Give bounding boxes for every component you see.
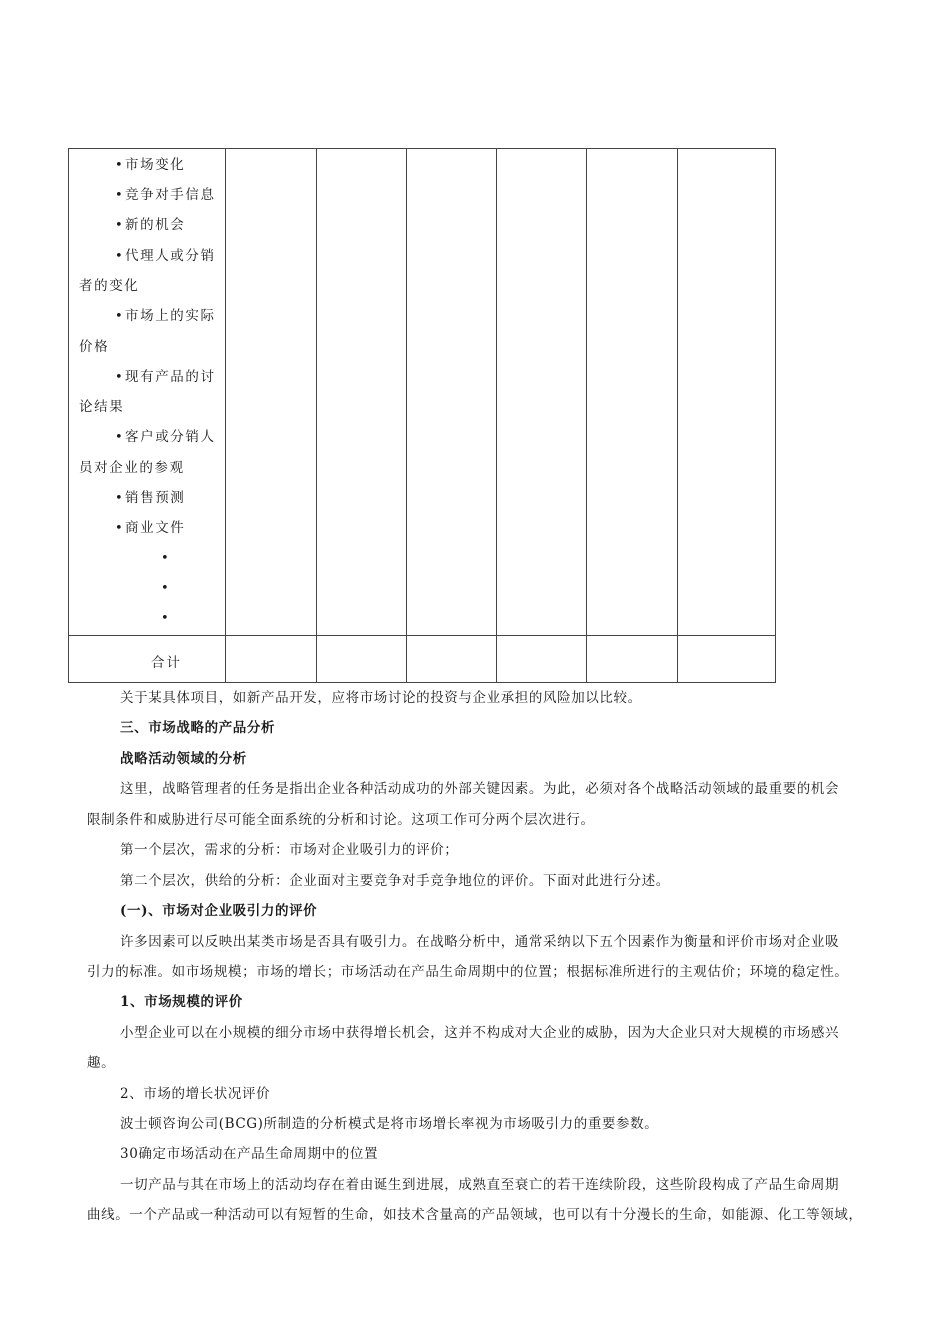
list-item: •新的机会 <box>115 217 186 233</box>
paragraph: 小型企业可以在小规模的细分市场中获得增长机会，这并不构成对大企业的威胁，因为大企业只对大规模的市场感兴 <box>120 1025 840 1041</box>
list-item: •竞争对手信息 <box>115 187 216 203</box>
list-item: •市场上的实际 <box>115 308 216 324</box>
paragraph: 这里，战略管理者的任务是指出企业各种活动成功的外部关键因素。为此，必须对各个战略活动领域的最重要的机会 <box>120 781 840 797</box>
section-heading: 1、市场规模的评价 <box>120 994 243 1010</box>
paragraph: 一切产品与其在市场上的活动均存在着由诞生到进展，成熟直至衰亡的若干连续阶段，这些阶段构成了产品生命周期 <box>120 1177 840 1193</box>
paragraph: 限制条件和威胁进行尽可能全面系统的分析和讨论。这项工作可分两个层次进行。 <box>87 812 595 828</box>
list-item-continuation: 价格 <box>79 339 110 355</box>
list-item: •客户或分销人 <box>115 429 216 445</box>
list-item: •市场变化 <box>115 157 186 173</box>
total-label: 合计 <box>151 655 182 671</box>
ellipsis-dot: • <box>161 611 169 626</box>
table-row-total <box>69 635 775 683</box>
list-item: •销售预测 <box>115 490 186 506</box>
paragraph: 30确定市场活动在产品生命周期中的位置 <box>120 1146 379 1162</box>
ellipsis-dot: • <box>161 551 169 566</box>
section-heading: (一)、市场对企业吸引力的评价 <box>120 903 318 919</box>
list-item-continuation: 员对企业的参观 <box>79 460 185 476</box>
paragraph: 许多因素可以反映出某类市场是否具有吸引力。在战略分析中，通常采纳以下五个因素作为衡量和评价市场对企业吸 <box>120 934 840 950</box>
evaluation-table <box>68 148 776 683</box>
paragraph: 关于某具体项目，如新产品开发，应将市场讨论的投资与企业承担的风险加以比较。 <box>120 690 642 706</box>
list-item-continuation: 论结果 <box>79 399 125 415</box>
paragraph: 波士顿咨询公司(BCG)所制造的分析模式是将市场增长率视为市场吸引力的重要参数。 <box>120 1116 659 1132</box>
list-item: •现有产品的讨 <box>115 369 216 385</box>
paragraph: 2、市场的增长状况评价 <box>120 1086 271 1102</box>
paragraph: 趣。 <box>87 1055 116 1071</box>
section-heading: 战略活动领域的分析 <box>120 751 247 767</box>
paragraph: 第二个层次，供给的分析：企业面对主要竞争对手竞争地位的评价。下面对此进行分述。 <box>120 873 670 889</box>
ellipsis-dot: • <box>161 581 169 596</box>
list-item: •代理人或分销 <box>115 248 216 264</box>
paragraph: 曲线。一个产品或一种活动可以有短暂的生命，如技术含量高的产品领域，也可以有十分漫长的生命，如能源、化工等领域， <box>87 1207 863 1223</box>
paragraph: 第一个层次，需求的分析：市场对企业吸引力的评价； <box>120 842 459 858</box>
section-heading: 三、市场战略的产品分析 <box>120 720 276 736</box>
list-item-continuation: 者的变化 <box>79 278 140 294</box>
list-item: •商业文件 <box>115 520 186 536</box>
paragraph: 引力的标准。如市场规模；市场的增长；市场活动在产品生命周期中的位置；根据标准所进行的主观估价；环境的稳定性。 <box>87 964 849 980</box>
table-row-items <box>69 149 775 635</box>
